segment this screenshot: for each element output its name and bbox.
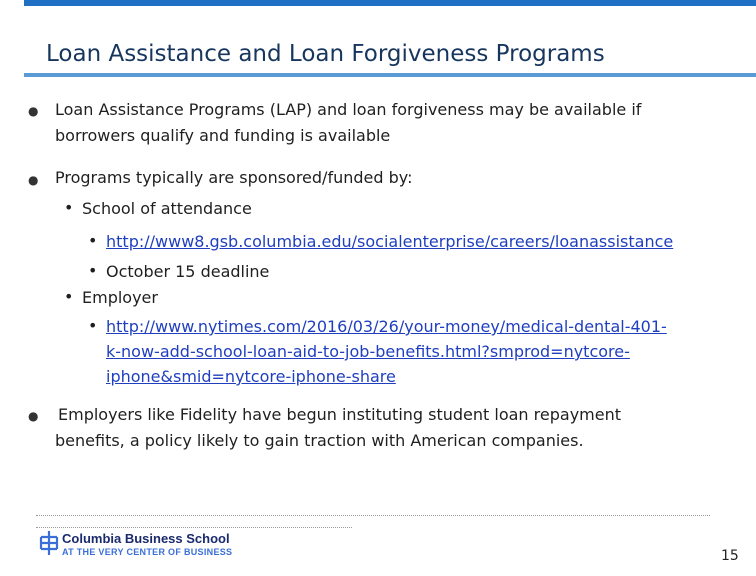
school-loan-assistance-link[interactable]: http://www8.gsb.columbia.edu/socialenterprise/careers/loanassistance [106, 232, 674, 251]
page-number: 15 [721, 548, 739, 564]
sub-sub-bullet-dot: • [88, 261, 98, 280]
bullet-dot: ● [28, 409, 39, 423]
title-rule [24, 73, 756, 77]
nytimes-article-link-line-2[interactable]: k-now-add-school-loan-aid-to-job-benefits.html?smprod=nytcore- [106, 342, 630, 361]
sub-bullet-dot: • [64, 287, 74, 306]
sub-bullet-school: School of attendance [82, 199, 252, 218]
bullet-dot: ● [28, 173, 39, 187]
top-accent-bar [24, 0, 756, 6]
columbia-business-school-logo [38, 528, 258, 562]
bullet-dot: ● [28, 104, 39, 118]
crown-icon [38, 530, 60, 556]
sub-bullet-employer: Employer [82, 288, 158, 307]
bullet-3-line-1: Employers like Fidelity have begun instituting student loan repayment [58, 405, 621, 424]
bullet-1-line-2: borrowers qualify and funding is available [55, 126, 391, 145]
nytimes-article-link-line-1[interactable]: http://www.nytimes.com/2016/03/26/your-money/medical-dental-401- [106, 317, 667, 336]
school-deadline: October 15 deadline [106, 262, 270, 281]
footer-divider [36, 515, 710, 516]
logo-tagline: AT THE VERY CENTER OF BUSINESS [62, 547, 233, 557]
bullet-2: Programs typically are sponsored/funded by: [55, 168, 413, 187]
sub-bullet-dot: • [64, 198, 74, 217]
sub-sub-bullet-dot: • [88, 231, 98, 250]
logo-name: Columbia Business School [62, 531, 230, 546]
slide-title: Loan Assistance and Loan Forgiveness Programs [46, 41, 605, 67]
bullet-1-line-1: Loan Assistance Programs (LAP) and loan forgiveness may be available if [55, 100, 642, 119]
bullet-3-line-2: benefits, a policy likely to gain traction with American companies. [55, 431, 584, 450]
sub-sub-bullet-dot: • [88, 316, 98, 335]
nytimes-article-link-line-3[interactable]: iphone&smid=nytcore-iphone-share [106, 367, 396, 386]
